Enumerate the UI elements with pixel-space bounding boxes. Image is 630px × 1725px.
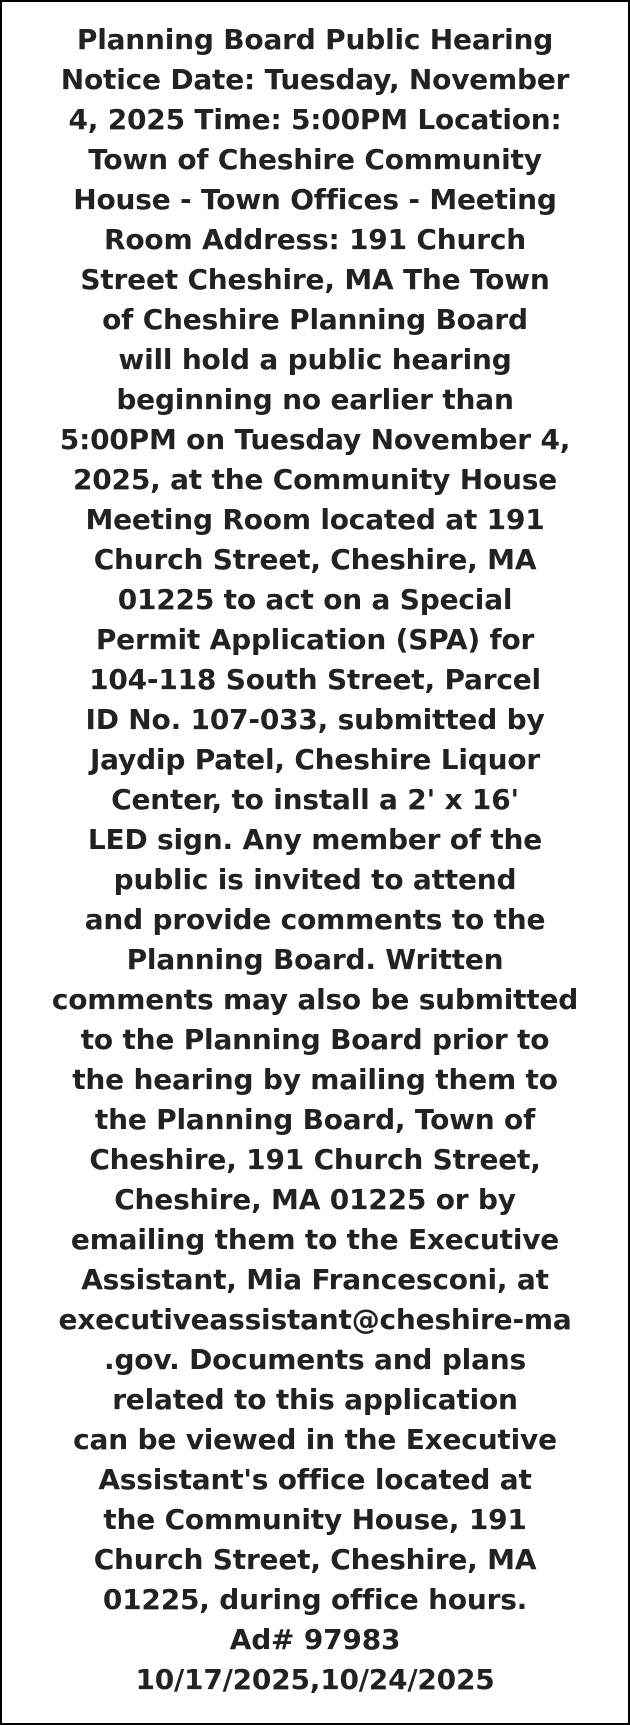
notice-line: Church Street, Cheshire, MA <box>93 1543 537 1576</box>
notice-line: related to this application <box>112 1383 518 1416</box>
notice-line: Center, to install a 2' x 16' <box>111 783 519 816</box>
notice-line: 01225, during office hours. <box>102 1583 528 1616</box>
notice-line: emailing them to the Executive <box>70 1223 560 1256</box>
notice-line: Notice Date: Tuesday, November <box>60 63 570 96</box>
notice-line: executiveassistant@cheshire-ma <box>58 1303 572 1336</box>
notice-line: Town of Cheshire Community <box>88 143 542 176</box>
notice-line: 2025, at the Community House <box>72 463 558 496</box>
notice-line: Room Address: 191 Church <box>104 223 526 256</box>
notice-line: of Cheshire Planning Board <box>102 303 528 336</box>
notice-line: can be viewed in the Executive <box>73 1423 557 1456</box>
notice-line: Meeting Room located at 191 <box>85 503 545 536</box>
notice-line: Planning Board Public Hearing <box>76 23 554 56</box>
notice-line: the Community House, 191 <box>103 1503 527 1536</box>
notice-line: the hearing by mailing them to <box>72 1063 558 1096</box>
notice-line: Assistant's office located at <box>98 1463 532 1496</box>
notice-line: .gov. Documents and plans <box>104 1343 526 1376</box>
notice-line: beginning no earlier than <box>116 383 514 416</box>
notice-line: the Planning Board, Town of <box>94 1103 536 1136</box>
notice-line: Cheshire, MA 01225 or by <box>114 1183 516 1216</box>
notice-line: Ad# 97983 <box>229 1623 401 1656</box>
notice-text <box>2 20 628 1700</box>
notice-line: 5:00PM on Tuesday November 4, <box>59 423 571 456</box>
notice-line: Permit Application (SPA) for <box>95 623 535 656</box>
notice-line: Planning Board. Written <box>126 943 504 976</box>
notice-line: Church Street, Cheshire, MA <box>93 543 537 576</box>
notice-line: Cheshire, 191 Church Street, <box>89 1143 541 1176</box>
notice-line: public is invited to attend <box>113 863 517 896</box>
notice-line: 10/17/2025,10/24/2025 <box>135 1663 495 1696</box>
notice-line: Assistant, Mia Francesconi, at <box>81 1263 549 1296</box>
notice-line: House - Town Offices - Meeting <box>73 183 557 216</box>
notice-line: 01225 to act on a Special <box>117 583 513 616</box>
notice-line: ID No. 107-033, submitted by <box>85 703 545 736</box>
notice-line: Street Cheshire, MA The Town <box>80 263 550 296</box>
notice-line: 104-118 South Street, Parcel <box>89 663 541 696</box>
notice-line: Jaydip Patel, Cheshire Liquor <box>89 743 541 776</box>
notice-line: comments may also be submitted <box>51 983 579 1016</box>
notice-line: and provide comments to the <box>84 903 546 936</box>
notice-line: to the Planning Board prior to <box>80 1023 550 1056</box>
notice-line: 4, 2025 Time: 5:00PM Location: <box>68 103 562 136</box>
notice-line: will hold a public hearing <box>118 343 512 376</box>
notice-line: LED sign. Any member of the <box>87 823 543 856</box>
